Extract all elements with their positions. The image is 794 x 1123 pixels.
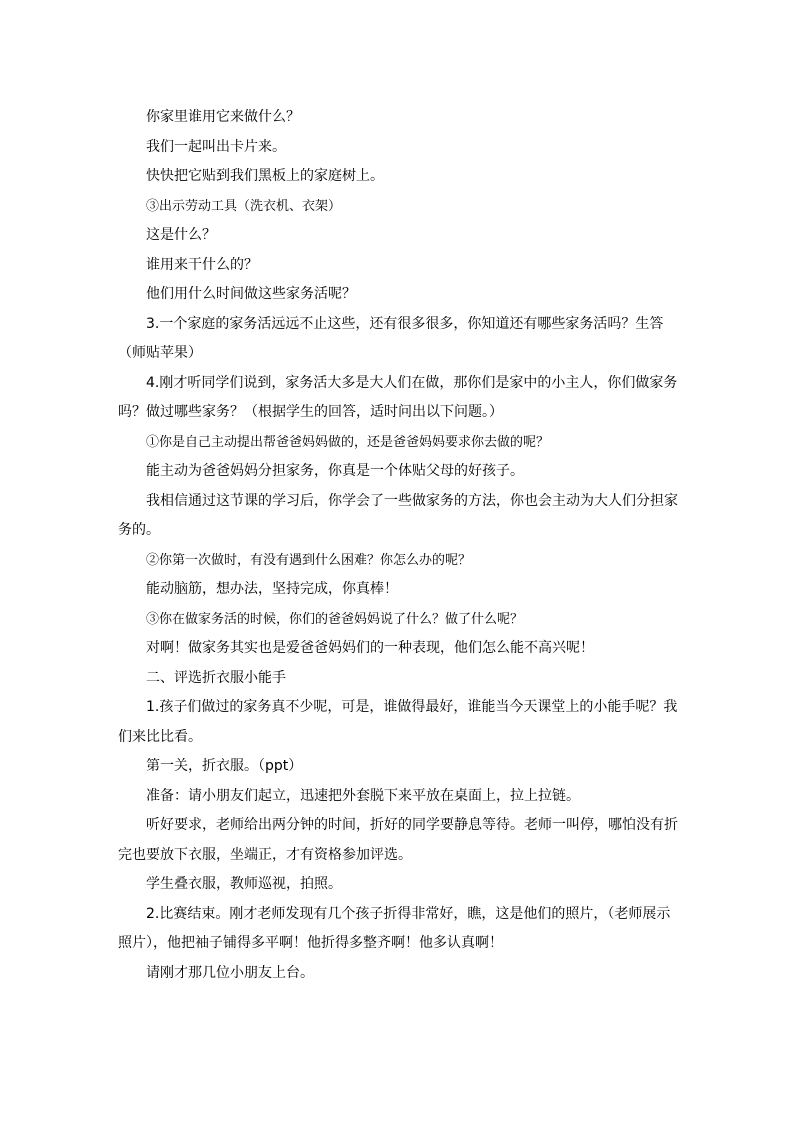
paragraph: 对啊！做家务其实也是爱爸爸妈妈们的一种表现，他们怎么能不高兴呢！ <box>146 640 594 656</box>
document-page <box>118 103 678 988</box>
paragraph: 他们用什么时间做这些家务活呢？ <box>146 286 356 302</box>
paragraph: 谁用来干什么的？ <box>146 256 258 273</box>
paragraph: 请刚才那几位小朋友上台。 <box>146 964 314 981</box>
paragraph: ③你在做家务活的时候，你们的爸爸妈妈说了什么？做了什么呢？ <box>146 611 524 627</box>
paragraph: 我们一起叫出卡片来。 <box>146 138 286 155</box>
paragraph: 准备：请小朋友们起立，迅速把外套脱下来平放在桌面上，拉上拉链。 <box>146 787 580 804</box>
paragraph: 2.比赛结束。刚才老师发现有几个孩子折得非常好，瞧，这是他们的照片，（老师展示照片），他把袖子铺得多平啊！他折得多整齐啊！他多认真啊！ <box>118 905 671 951</box>
paragraph: 3.一个家庭的家务活远远不止这些，还有很多很多，你知道还有哪些家务活吗？生答（师贴苹果） <box>118 315 664 361</box>
paragraph: ①你是自己主动提出帮爸爸妈妈做的，还是爸爸妈妈要求你去做的呢？ <box>146 434 550 450</box>
paragraph: ②你第一次做时，有没有遇到什么困难？你怎么办的呢？ <box>146 552 472 568</box>
paragraph: 4.刚才听同学们说到，家务活大多是大人们在做，那你们是家中的小主人，你们做家务吗？做过哪些家务？（根据学生的回答，适时问出以下问题。） <box>118 374 678 420</box>
paragraph: 学生叠衣服，教师巡视，拍照。 <box>146 876 342 892</box>
paragraph: 能动脑筋，想办法，坚持完成，你真棒！ <box>146 581 398 597</box>
paragraph: 听好要求，老师给出两分钟的时间，折好的同学要静息等待。老师一叫停，哪怕没有折完也要放下衣服，坐端正，才有资格参加评选。 <box>118 817 678 863</box>
paragraph: 我相信通过这节课的学习后，你学会了一些做家务的方法，你也会主动为大人们分担家务的。 <box>118 492 678 538</box>
paragraph: 1.孩子们做过的家务真不少呢，可是，谁做得最好，谁能当今天课堂上的小能手呢？我们来比比看。 <box>118 699 678 745</box>
paragraph: 第一关，折衣服。（ppt） <box>146 758 303 774</box>
section-heading: 二、评选折衣服小能手 <box>146 669 286 686</box>
paragraph: 你家里谁用它来做什么？ <box>146 109 300 125</box>
paragraph: 这是什么？ <box>146 227 216 243</box>
paragraph: ③出示劳动工具（洗衣机、衣架） <box>146 198 342 214</box>
paragraph: 快快把它贴到我们黑板上的家庭树上。 <box>146 168 384 184</box>
paragraph: 能主动为爸爸妈妈分担家务，你真是一个体贴父母的好孩子。 <box>146 463 524 479</box>
